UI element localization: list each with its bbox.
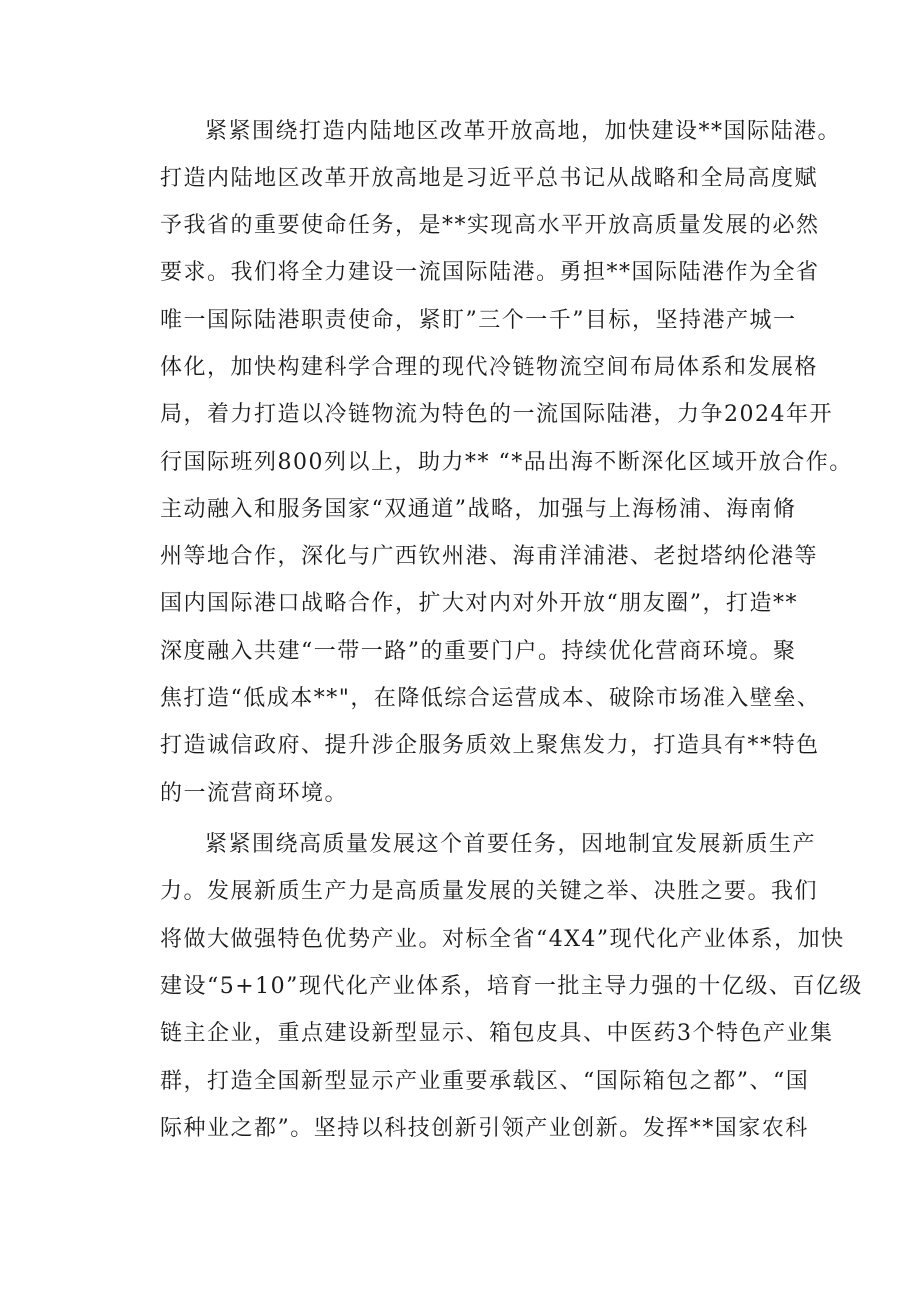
text-line: 主动融入和服务国家“双通道”战略，加强与上海杨浦、海南脩 [160,497,797,522]
text-line: 焦打造“低成本**"，在降低综合运营成本、破除市场准入壁垒、 [160,686,821,711]
text-line: 州等地合作，深化与广西钦州港、海甫洋浦港、老挝塔纳伦港等 [160,544,819,569]
text-line: 要求。我们将全力建设一流国际陆港。勇担**国际陆港作为全省 [160,260,820,285]
text-line: 力。发展新质生产力是高质量发展的关键之举、决胜之要。我们 [160,879,819,904]
text-line: 紧紧围绕打造内陆地区改革开放高地，加快建设**国际陆港。 [205,119,842,144]
text-line: 国内国际港口战略合作，扩大对内对外开放“朋友圈”，打造** [160,591,798,616]
text-line: 链主企业，重点建设新型显示、箱包皮具、中医药3个特色产业集 [160,1021,834,1046]
text-line: 紧紧围绕高质量发展这个首要任务，因地制宜发展新质生产 [205,832,817,857]
text-line: 行国际班列800列以上，助力** “*品出海不断深化区域开放合作。 [160,450,853,475]
text-line: 际种业之都”。坚持以科技创新引领产业创新。发挥**国家农科 [160,1116,809,1141]
text-line: 深度融入共建“一带一路”的重要门户。持续优化营商环境。聚 [160,639,797,664]
text-line: 唯一国际陆港职责使命，紧盯”三个一千”目标，坚持港产城一 [160,308,797,333]
text-line: 的一流营商环境。 [160,781,349,806]
text-line: 群，打造全国新型显示产业重要承载区、“国际箱包之都”、“国 [160,1069,810,1094]
text-line: 建设“5+10”现代化产业体系，培育一批主导力强的十亿级、百亿级 [160,974,863,999]
text-line: 打造内陆地区改革开放高地是习近平总书记从战略和全局高度赋 [160,166,819,191]
text-line: 打造诚信政府、提升涉企服务质效上聚焦发力，打造具有**特色 [160,733,820,758]
text-line: 将做大做强特色优势产业。对标全省“4X4”现代化产业体系，加快 [160,927,845,952]
text-line: 局，着力打造以冷链物流为特色的一流国际陆港，力争2024年开 [160,402,833,427]
text-line: 予我省的重要使命任务，是**实现高水平开放高质量发展的必然 [160,213,820,238]
text-line: 体化，加快构建科学合理的现代冷链物流空间布局体系和发展格 [160,355,819,380]
